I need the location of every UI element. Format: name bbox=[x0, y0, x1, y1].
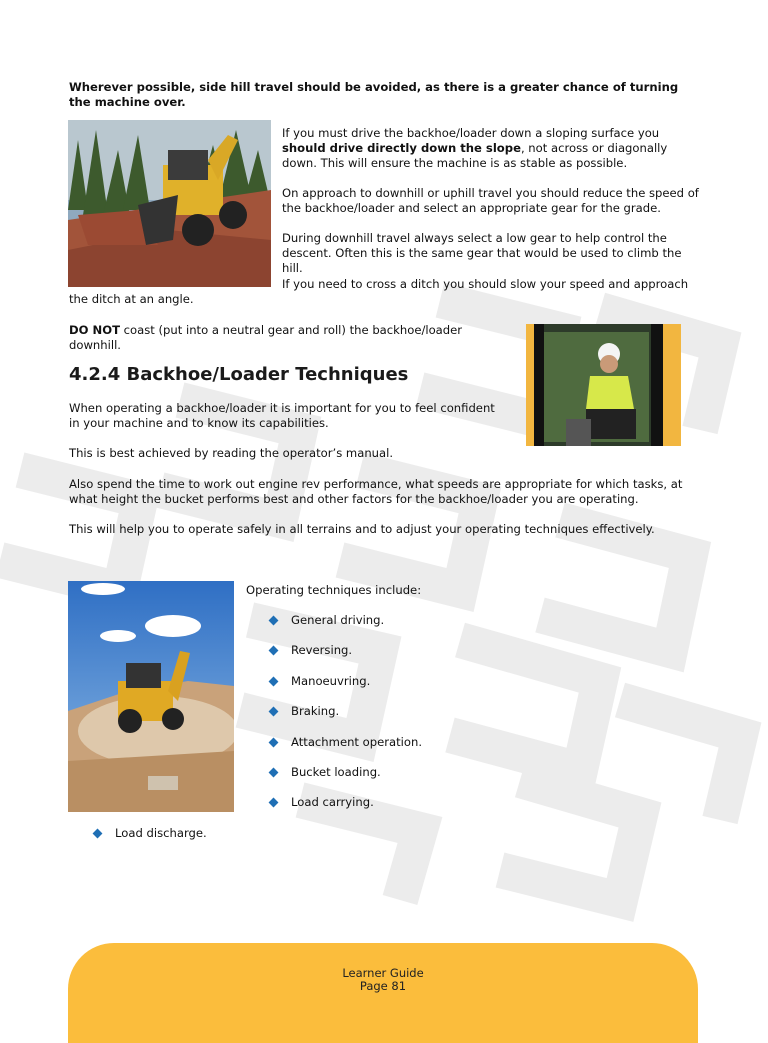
diamond-bullet-icon bbox=[269, 737, 279, 747]
section-heading: 4.2.4 Backhoe/Loader Techniques bbox=[69, 364, 409, 385]
diamond-bullet-icon bbox=[269, 707, 279, 717]
diamond-bullet-icon bbox=[269, 646, 279, 656]
techniques-paragraph-3: Also spend the time to work out engine rev performance, what speeds are appropriate for which tasks, at what height the bucket performs best and other factors for the backhoe/loader you are operating. bbox=[69, 477, 683, 506]
slope-paragraph-2: On approach to downhill or uphill travel you should reduce the speed of the backhoe/loader and select an appropriate gear for the grade. bbox=[282, 186, 699, 215]
side-hill-warning: Wherever possible, side hill travel should be avoided, as there is a greater chance of turning the machine over. bbox=[69, 80, 679, 109]
list-item: Reversing. bbox=[267, 643, 422, 673]
list-item: Attachment operation. bbox=[267, 735, 422, 765]
list-item: Load discharge. bbox=[91, 826, 207, 856]
slope-paragraph-1: If you must drive the backhoe/loader down a sloping surface you should drive directly down the slope, not across or diagonally down. This will ensure the machine is as stable as possible. bbox=[282, 126, 668, 170]
footer-title: Learner Guide bbox=[342, 966, 424, 980]
diamond-bullet-icon bbox=[269, 768, 279, 778]
ditch-paragraph: If you need to cross a ditch you should slow your speed and approach the ditch at an angle. bbox=[69, 277, 689, 306]
list-item: Bucket loading. bbox=[267, 765, 422, 795]
diamond-bullet-icon bbox=[269, 676, 279, 686]
diamond-bullet-icon bbox=[269, 798, 279, 808]
slope-paragraph-3: During downhill travel always select a low gear to help control the descent. Often this is the same gear that would be used to climb the hill. bbox=[282, 231, 682, 275]
backhoe-dust-photo bbox=[68, 581, 234, 812]
page-number: Page 81 bbox=[359, 979, 407, 993]
techniques-paragraph-2: This is best achieved by reading the operator’s manual. bbox=[69, 446, 394, 460]
diamond-bullet-icon bbox=[269, 616, 279, 626]
list-intro: Operating techniques include: bbox=[246, 583, 422, 597]
no-coast-paragraph: DO NOT coast (put into a neutral gear and roll) the backhoe/loader downhill. bbox=[69, 323, 463, 352]
page-footer bbox=[68, 943, 698, 1043]
list-item: Manoeuvring. bbox=[267, 674, 422, 704]
techniques-list bbox=[267, 613, 422, 826]
techniques-paragraph-4: This will help you to operate safely in all terrains and to adjust your operating techniques effectively. bbox=[69, 522, 655, 536]
list-item: General driving. bbox=[267, 613, 422, 643]
backhoe-slope-photo bbox=[68, 120, 271, 287]
diamond-bullet-icon bbox=[93, 829, 103, 839]
techniques-list-continued bbox=[91, 826, 207, 856]
operator-cab-photo bbox=[526, 324, 681, 446]
list-item: Braking. bbox=[267, 704, 422, 734]
techniques-paragraph-1: When operating a backhoe/loader it is important for you to feel confident in your machine and to know its capabilities. bbox=[69, 401, 495, 430]
list-item: Load carrying. bbox=[267, 795, 422, 825]
